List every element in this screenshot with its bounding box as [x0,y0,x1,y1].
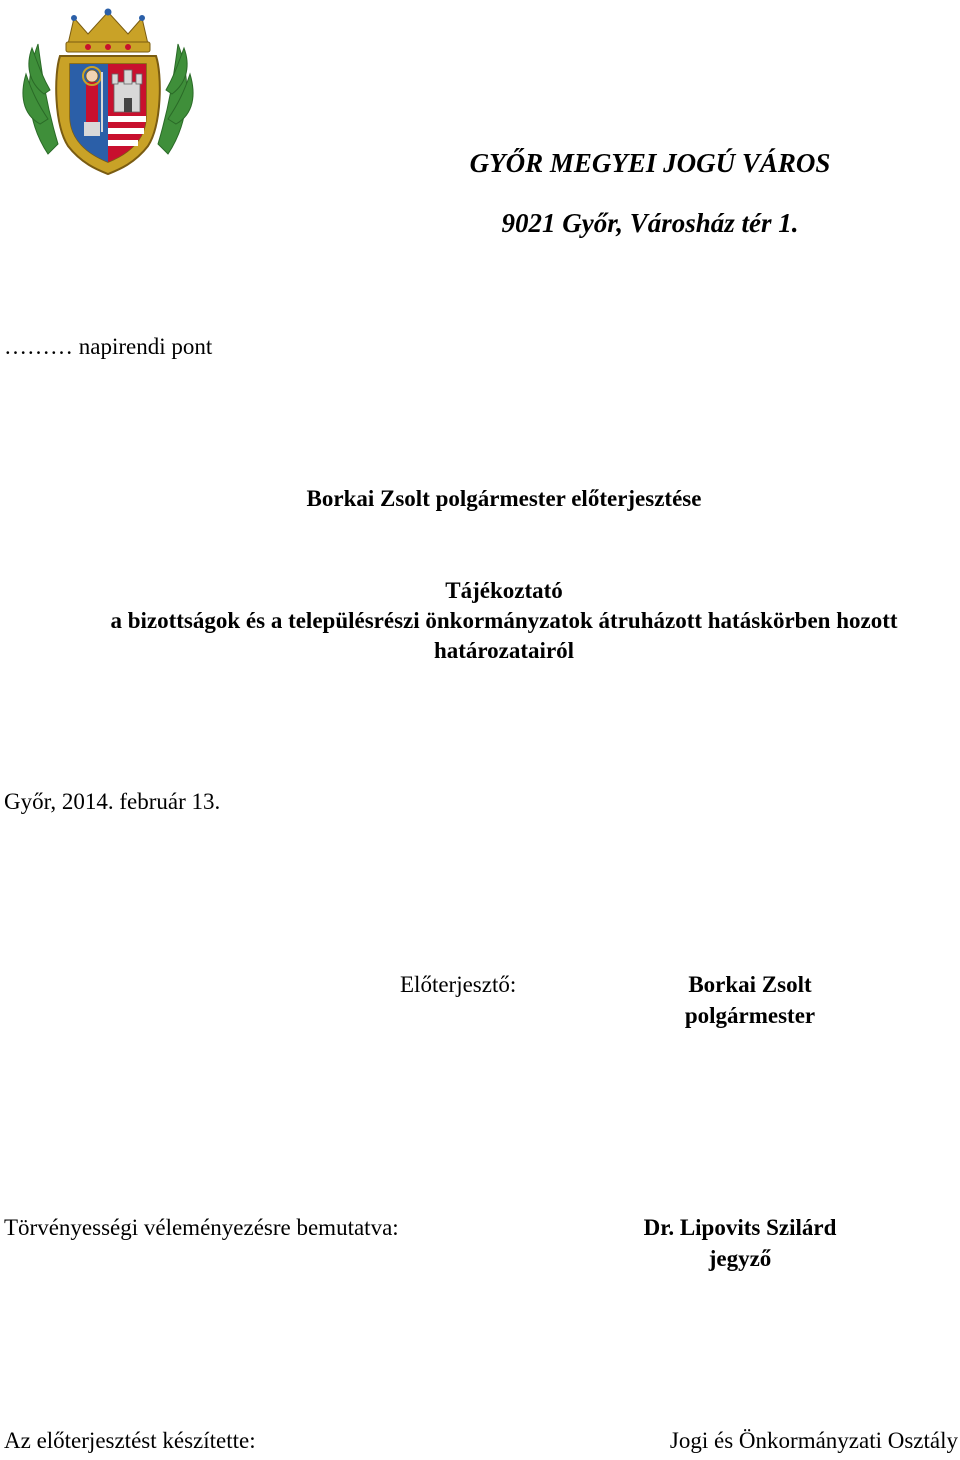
subject-line-2: határozatairól [433,638,575,663]
submitter-name: Borkai Zsolt [688,972,812,997]
proposal-heading: Borkai Zsolt polgármester előterjesztése [306,486,702,511]
prepared-by-department: Jogi és Önkormányzati Osztály [669,1428,958,1453]
city-name: GYŐR MEGYEI JOGÚ VÁROS [469,148,831,178]
notary-name: Dr. Lipovits Szilárd [643,1215,837,1240]
prepared-by-label: Az előterjesztést készítette: [4,1428,256,1453]
subject-line-1: a bizottságok és a településrészi önkormányzatok átruházott hatáskörben hozott [110,608,898,633]
notary-title: jegyző [708,1246,772,1271]
agenda-item: ……… napirendi pont [4,334,213,359]
coat-of-arms-icon [18,4,198,176]
document-date: Győr, 2014. február 13. [4,789,221,814]
legal-review-label: Törvényességi véleményezésre bemutatva: [4,1215,399,1240]
subject-title: Tájékoztató [445,578,563,603]
city-address: 9021 Győr, Városház tér 1. [501,208,799,238]
submitter-title: polgármester [684,1003,816,1028]
submitter-label: Előterjesztő: [400,972,517,997]
